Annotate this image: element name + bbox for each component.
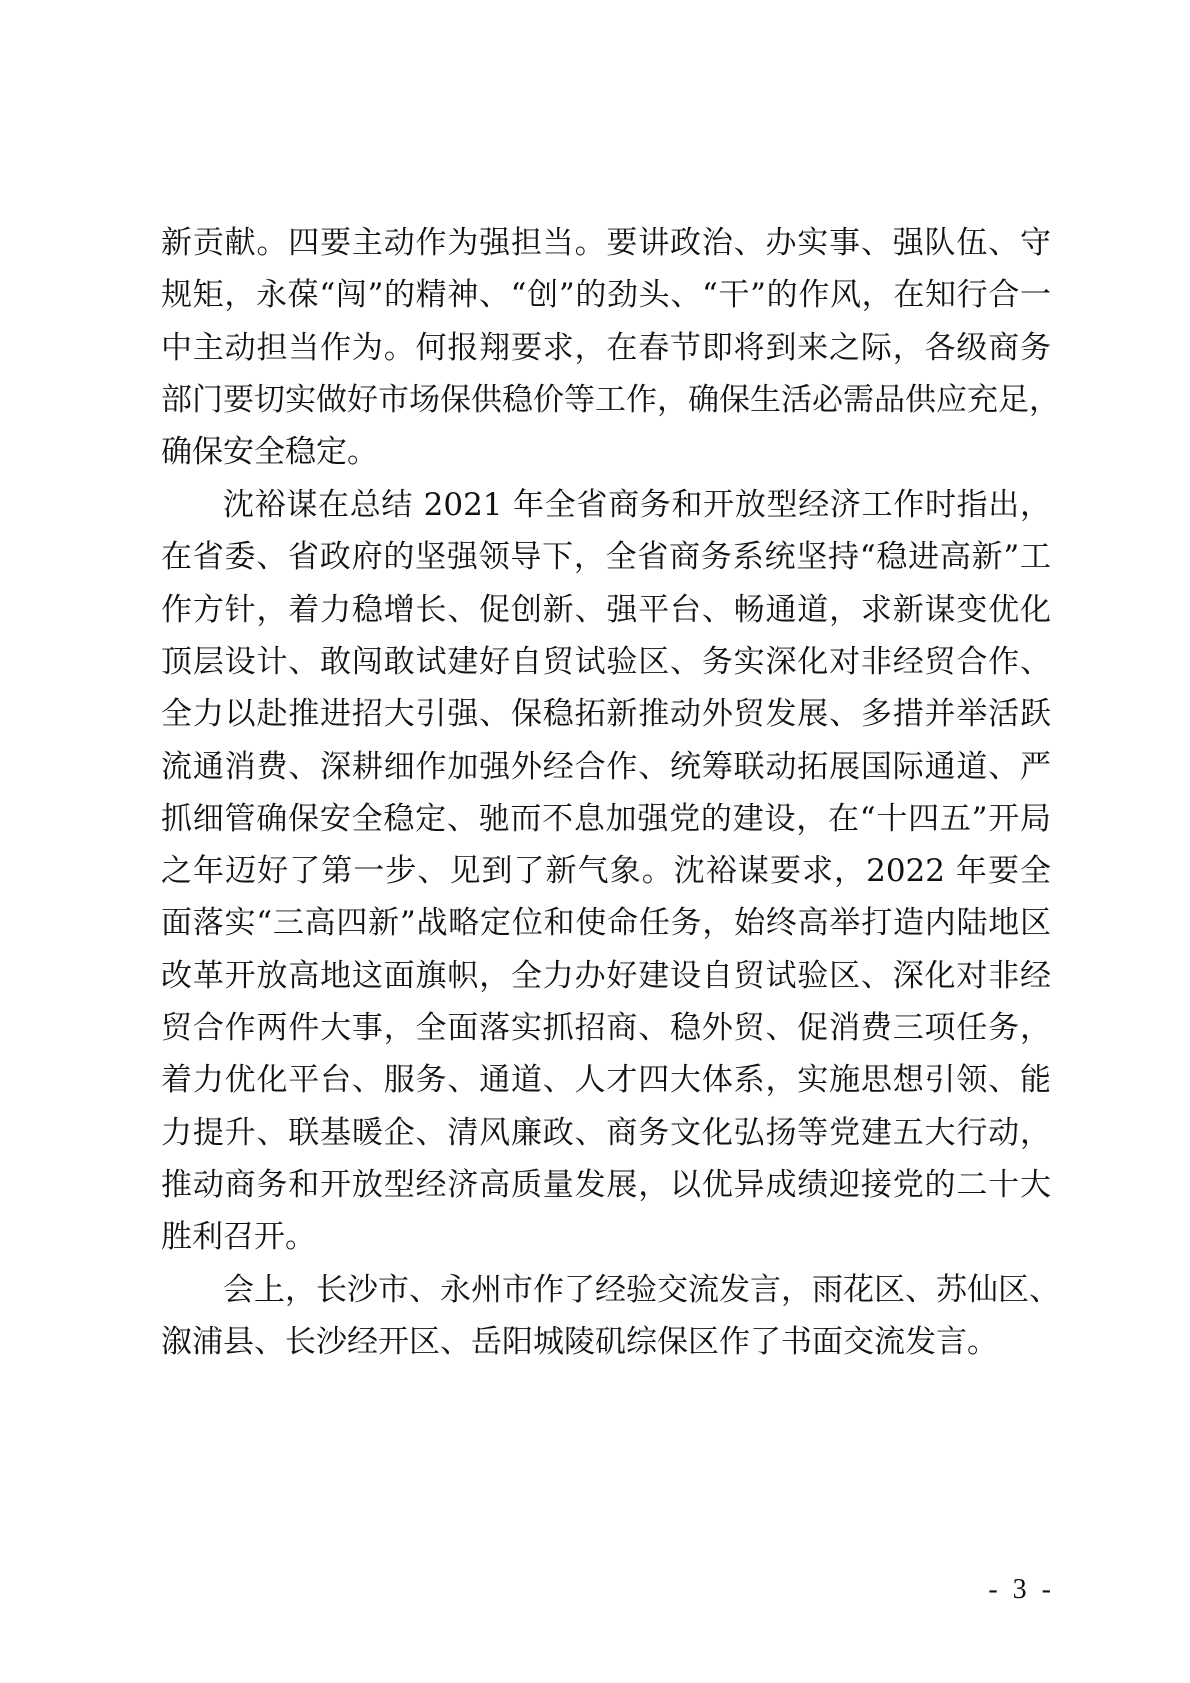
text-line: 贸合作两件大事，全面落实抓招商、稳外贸、促消费三项任务， <box>161 1010 1051 1046</box>
text-line: 胜利召开。 <box>161 1219 316 1255</box>
paragraph-first-line: 新贡献。四要主动作为强担当。要讲政治、办实事、强队伍、守 <box>161 225 1051 261</box>
paragraph-first-line: 沈裕谋在总结 2021 年全省商务和开放型经济工作时指出， <box>223 487 1051 523</box>
text-line: 中主动担当作为。何报翔要求，在春节即将到来之际，各级商务 <box>161 330 1051 366</box>
text-line: 部门要切实做好市场保供稳价等工作，确保生活必需品供应充足， <box>161 382 1060 418</box>
text-line: 推动商务和开放型经济高质量发展，以优异成绩迎接党的二十大 <box>161 1167 1051 1203</box>
text-line: 流通消费、深耕细作加强外经合作、统筹联动拓展国际通道、严 <box>161 749 1051 785</box>
text-line: 溆浦县、长沙经开区、岳阳城陵矶综保区作了书面交流发言。 <box>161 1324 998 1360</box>
text-line: 着力优化平台、服务、通道、人才四大体系，实施思想引领、能 <box>161 1062 1051 1098</box>
text-line: 顶层设计、敢闯敢试建好自贸试验区、务实深化对非经贸合作、 <box>161 644 1051 680</box>
text-line: 在省委、省政府的坚强领导下，全省商务系统坚持“稳进高新”工 <box>161 539 1051 575</box>
page-number: - 3 - <box>988 1574 1055 1605</box>
text-line: 之年迈好了第一步、见到了新气象。沈裕谋要求，2022 年要全 <box>161 853 1051 889</box>
text-line: 作方针，着力稳增长、促创新、强平台、畅通道，求新谋变优化 <box>161 592 1051 628</box>
text-line: 力提升、联基暖企、清风廉政、商务文化弘扬等党建五大行动， <box>161 1115 1051 1151</box>
text-line: 规矩，永葆“闯”的精神、“创”的劲头、“干”的作风，在知行合一 <box>161 277 1051 313</box>
text-line: 抓细管确保安全稳定、驰而不息加强党的建设，在“十四五”开局 <box>161 801 1051 837</box>
text-line: 确保安全稳定。 <box>161 434 378 470</box>
paragraph-first-line: 会上，长沙市、永州市作了经验交流发言，雨花区、苏仙区、 <box>223 1272 1060 1308</box>
text-line: 改革开放高地这面旗帜，全力办好建设自贸试验区、深化对非经 <box>161 958 1051 994</box>
text-line: 全力以赴推进招大引强、保稳拓新推动外贸发展、多措并举活跃 <box>161 696 1051 732</box>
text-line: 面落实“三高四新”战略定位和使命任务，始终高举打造内陆地区 <box>161 905 1051 941</box>
